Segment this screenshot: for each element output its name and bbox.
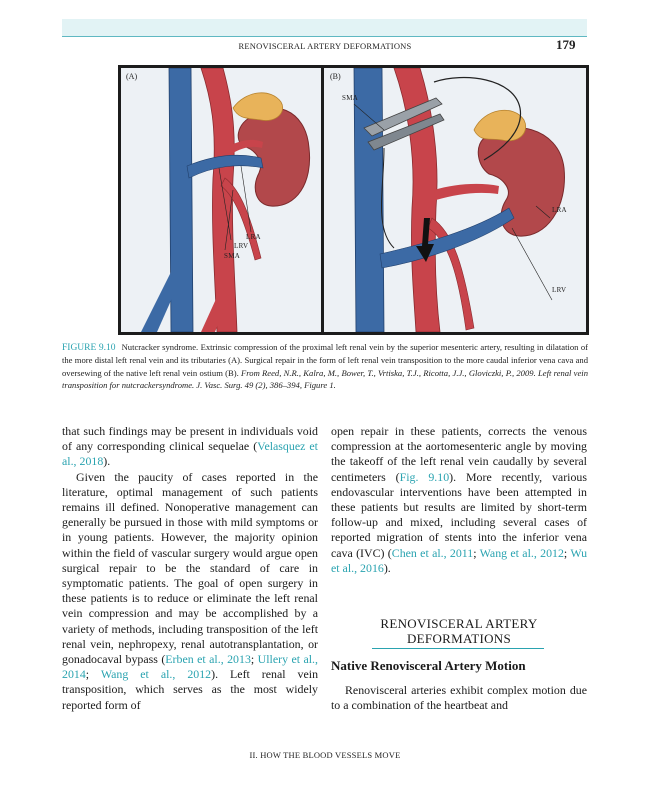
text-run: Given the paucity of cases reported in the literature, optimal management of such patients remains ill defined. Nonoperative management can generally be pursued in those with mild symptoms or in young patients. However, the majority opinion within the field of vascular surgery would argue open surgical repair to be the standard of care in symptomatic patients. The goal of open surgery in these patients is to reduce or eliminate the left renal vein compression and may be accomplished by a variety of methods, including transposition of the left renal vein, nephropexy, renal autotransplantation, or gonadocaval bypass (: [62, 469, 318, 667]
label-lrv: LRV: [234, 242, 249, 250]
paragraph: Given the paucity of cases reported in the literature, optimal management of such patients remains ill defined. Nonoperative management can generally be pursued in those with mild symptoms or in young patients. However, the majority opinion within the field of vascular surgery would argue open surgical repair to be the standard of care in symptomatic patients. The goal of open surgery in these patients is to reduce or eliminate the left renal vein compression and may be accomplished by a variety of methods, including transposition of the left renal vein, nephropexy, renal autotransplantation, or gonadocaval bypass (Erben et al., 2013; Ullery et al., 2014; Wang et al., 2012). Left renal vein transposition, which serves as the most widely reported form of: [62, 469, 319, 712]
text-run: ).: [103, 454, 111, 469]
section-rule: [372, 648, 544, 649]
section-heading: RENOVISCERAL ARTERY DEFORMATIONS: [380, 616, 538, 646]
page-number: 179: [556, 37, 576, 52]
text-run: ).: [383, 560, 391, 575]
panel-a-illustration: [121, 68, 321, 332]
figure-panel-a: [121, 68, 321, 332]
figure-label: FIGURE 9.10: [62, 343, 116, 353]
figure-reference-link[interactable]: Fig. 9.10: [399, 469, 450, 484]
running-header: RENOVISCERAL ARTERY DEFORMATIONS: [238, 41, 412, 51]
citation-link[interactable]: Wang et al., 2012: [100, 667, 212, 682]
label-lrv: LRV: [552, 286, 567, 294]
label-lra: LRA: [552, 206, 567, 214]
label-sma: SMA: [342, 94, 359, 102]
label-lra: LRA: [246, 233, 261, 241]
right-column-continued: [331, 683, 587, 713]
figure-9-10: [118, 65, 589, 335]
caption-source: From Reed, N.R., Kalra, M., Bower, T., Vrtiska, T.J., Ricotta, J.J., Gloviczki, P., 2009. Left renal vein transposition for nutcrackersyndrome. J. Vasc. Surg. 49 (2), 386–394, Figure 1.: [62, 367, 588, 390]
citation-link[interactable]: Velasquez et al., 2018: [62, 439, 318, 469]
panel-b-letter: (B): [330, 72, 341, 81]
right-column: [331, 424, 587, 576]
paragraph: Renovisceral arteries exhibit complex motion due to a combination of the heartbeat and: [331, 683, 587, 713]
subsection-heading: Native Renovisceral Artery Motion: [331, 658, 526, 673]
text-run: open repair in these patients, corrects the venous compression at the aortomesenteric angle by moving the takeoff of the left renal vein caudally by several centimeters (: [331, 424, 587, 484]
caption-text: Nutcracker syndrome. Extrinsic compression of the proximal left renal vein by the superior mesenteric artery, resulting in dilatation of the more distal left renal vein and its tributaries (A). Surgical repair in the form of left renal vein transposition to the more caudal inferior vena cava and oversewing of the native left renal vein ostium (B).: [62, 342, 588, 378]
label-sma: SMA: [224, 252, 241, 260]
paragraph: [62, 424, 318, 470]
citation-link[interactable]: Ullery et al., 2014: [62, 652, 319, 682]
running-footer: II. HOW THE BLOOD VESSELS MOVE: [249, 750, 401, 760]
header-bar: [62, 19, 587, 37]
text-run: that such findings may be present in individuals void of any corresponding clinical sequelae (: [62, 424, 318, 454]
left-column: [62, 424, 318, 713]
citation-link[interactable]: Wu et al., 2016: [331, 545, 588, 575]
panel-b-illustration: [324, 68, 586, 332]
paragraph: open repair in these patients, corrects the venous compression at the aortomesenteric angle by moving the takeoff of the left renal vein caudally by several centimeters (Fig. 9.10). More recently, various endovascular interventions have been attempted in these patients but results are limited by short-term follow-up and mixed, including several cases of reported migration of stents into the inferior vena cava (IVC) (Chen et al., 2011; Wang et al., 2012; Wu et al., 2016).: [331, 424, 588, 575]
figure-panel-b: [324, 68, 586, 332]
text-run: ). More recently, various endovascular interventions have been attempted in these patients but results are limited by short-term follow-up and mixed, including several cases of reported migration of stents into the inferior vena cava (IVC) (: [331, 469, 587, 560]
citation-link[interactable]: Erben et al., 2013: [165, 652, 251, 667]
citation-link[interactable]: Chen et al., 2011: [391, 545, 474, 560]
citation-link[interactable]: Wang et al., 2012: [479, 545, 564, 560]
text-run: ). Left renal vein transposition, which serves as the most widely reported form of: [62, 667, 319, 712]
figure-caption: [62, 341, 588, 391]
panel-a-letter: (A): [126, 72, 138, 81]
